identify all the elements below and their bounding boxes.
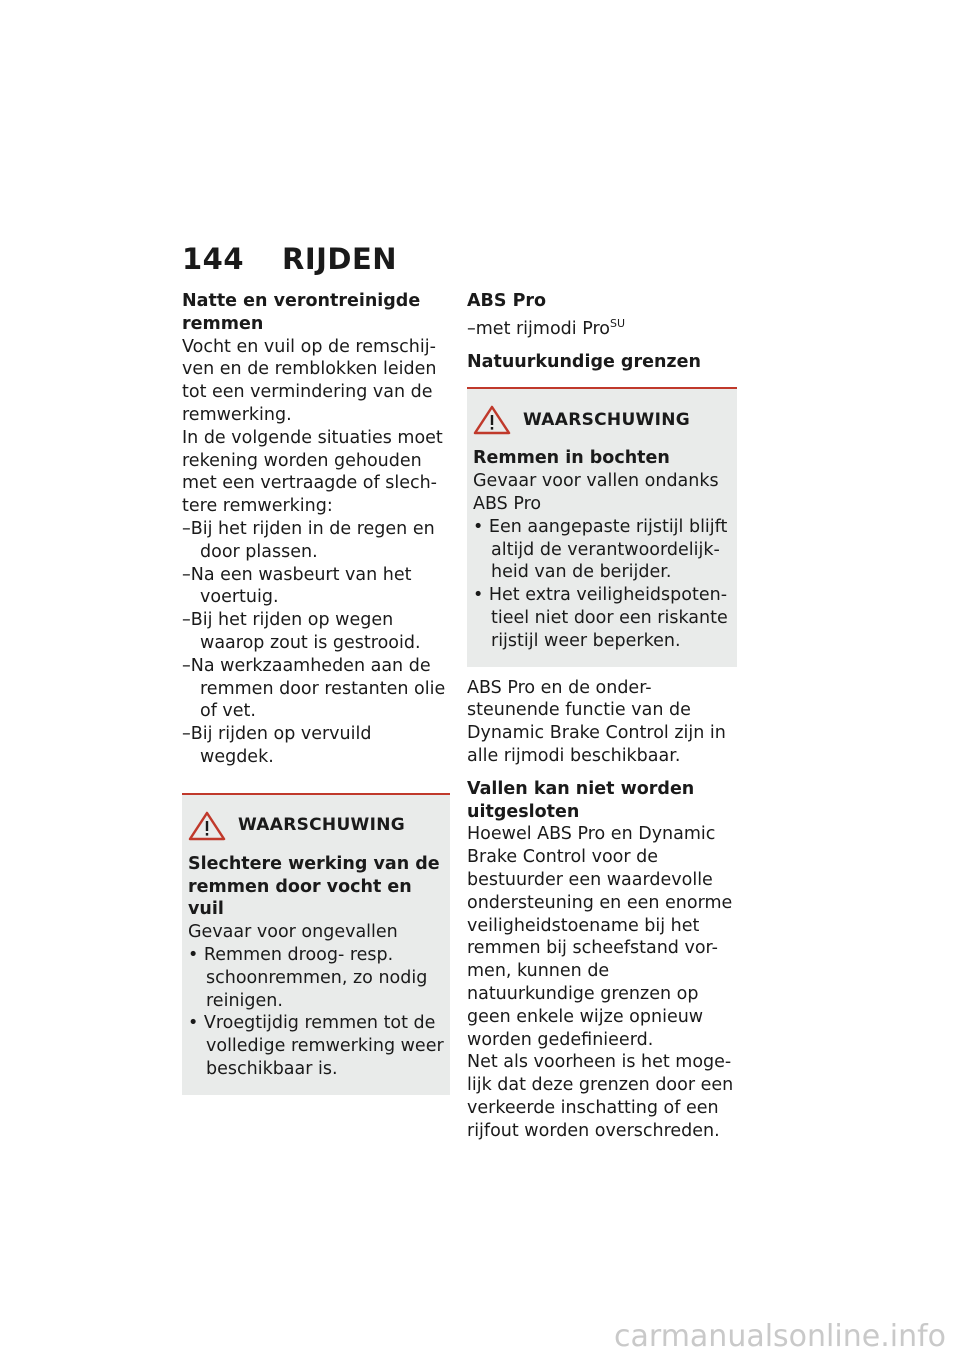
list-item: • Het extra veiligheidspoten-tieel niet door een riskante rijstijl weer beperken. <box>473 585 728 651</box>
warning-text: Gevaar voor vallen ondanks ABS Pro <box>473 471 719 514</box>
list-item: –Bij het rijden in de regen en door plassen. <box>182 518 435 562</box>
heading-wet-brakes: Natte en verontreinigde remmen <box>182 291 421 334</box>
right-column <box>467 290 737 1143</box>
intro-paragraph: Vocht en vuil op de remschij-ven en de remblokken leiden tot een vermindering van de remwerking. <box>182 336 437 425</box>
list-item: –Bij het rijden op wegen waarop zout is gestrooid. <box>182 610 421 653</box>
abs-pro-subline <box>467 313 737 341</box>
list-item: –Na een wasbeurt van het voertuig. <box>182 564 412 608</box>
list-item: –Bij rijden op vervuild wegdek. <box>182 724 372 767</box>
heading-falls: Vallen kan niet worden uitgesloten <box>467 778 695 822</box>
heading-abs-pro: ABS Pro <box>467 291 547 311</box>
abs-paragraph: ABS Pro en de onder-steunende functie van de Dynamic Brake Control zijn in alle rijmodi beschikbaar. <box>467 677 726 766</box>
warning-box-right <box>467 387 737 666</box>
list-item: • Remmen droog- resp. schoonremmen, zo nodig reinigen. <box>188 944 428 1011</box>
footer-watermark: carmanualsonline.info <box>614 1319 946 1354</box>
support-paragraph: Hoewel ABS Pro en Dynamic Brake Control voor de bestuurder een waardevolle ondersteuning en een enorme veiligheidstoename bij het remmen bij scheefstand vor-men, kunnen de natuurkundige grenzen op geen enkele wijze opnieuw worden gedefinieerd. <box>467 824 733 1050</box>
warning-bullets <box>188 944 444 1081</box>
warning-title: WAARSCHUWING <box>523 409 691 430</box>
warning-bullets <box>473 516 731 653</box>
situations-list <box>182 518 450 769</box>
page-number: 144 <box>182 242 245 276</box>
warning-subtitle: Remmen in bochten <box>473 448 670 469</box>
warning-subtitle: Slechtere werking van de remmen door vocht en vuil <box>188 853 440 920</box>
warning-text: Gevaar voor ongevallen <box>188 922 398 943</box>
warning-triangle-icon <box>188 811 226 841</box>
warning-triangle-icon <box>473 405 511 435</box>
heading-physical-limits: Natuurkundige grenzen <box>467 351 701 372</box>
left-column <box>182 290 450 1095</box>
warning-title: WAARSCHUWING <box>238 815 406 836</box>
limits-paragraph: Net als voorheen is het moge-lijk dat deze grenzen door een verkeerde inschatting of een rijfout worden overschreden. <box>467 1052 734 1141</box>
mode-superscript: SU <box>609 316 626 330</box>
list-item: • Vroegtijdig remmen tot de volledige remwerking weer beschikbaar is. <box>188 1013 444 1079</box>
warning-header <box>188 811 444 841</box>
list-item: • Een aangepaste rijstijl blijft altijd de verantwoordelijk-heid van de berijder. <box>473 516 728 583</box>
section-title: RIJDEN <box>282 242 398 276</box>
situations-paragraph: In de volgende situaties moet rekening worden gehouden met een vertraagde of slech-tere remwerking: <box>182 427 443 517</box>
warning-box-left <box>182 793 450 1095</box>
subline-text: –met rijmodi Pro <box>467 318 610 339</box>
warning-header <box>473 405 731 435</box>
list-item: –Na werkzaamheden aan de remmen door restanten olie of vet. <box>182 655 446 722</box>
